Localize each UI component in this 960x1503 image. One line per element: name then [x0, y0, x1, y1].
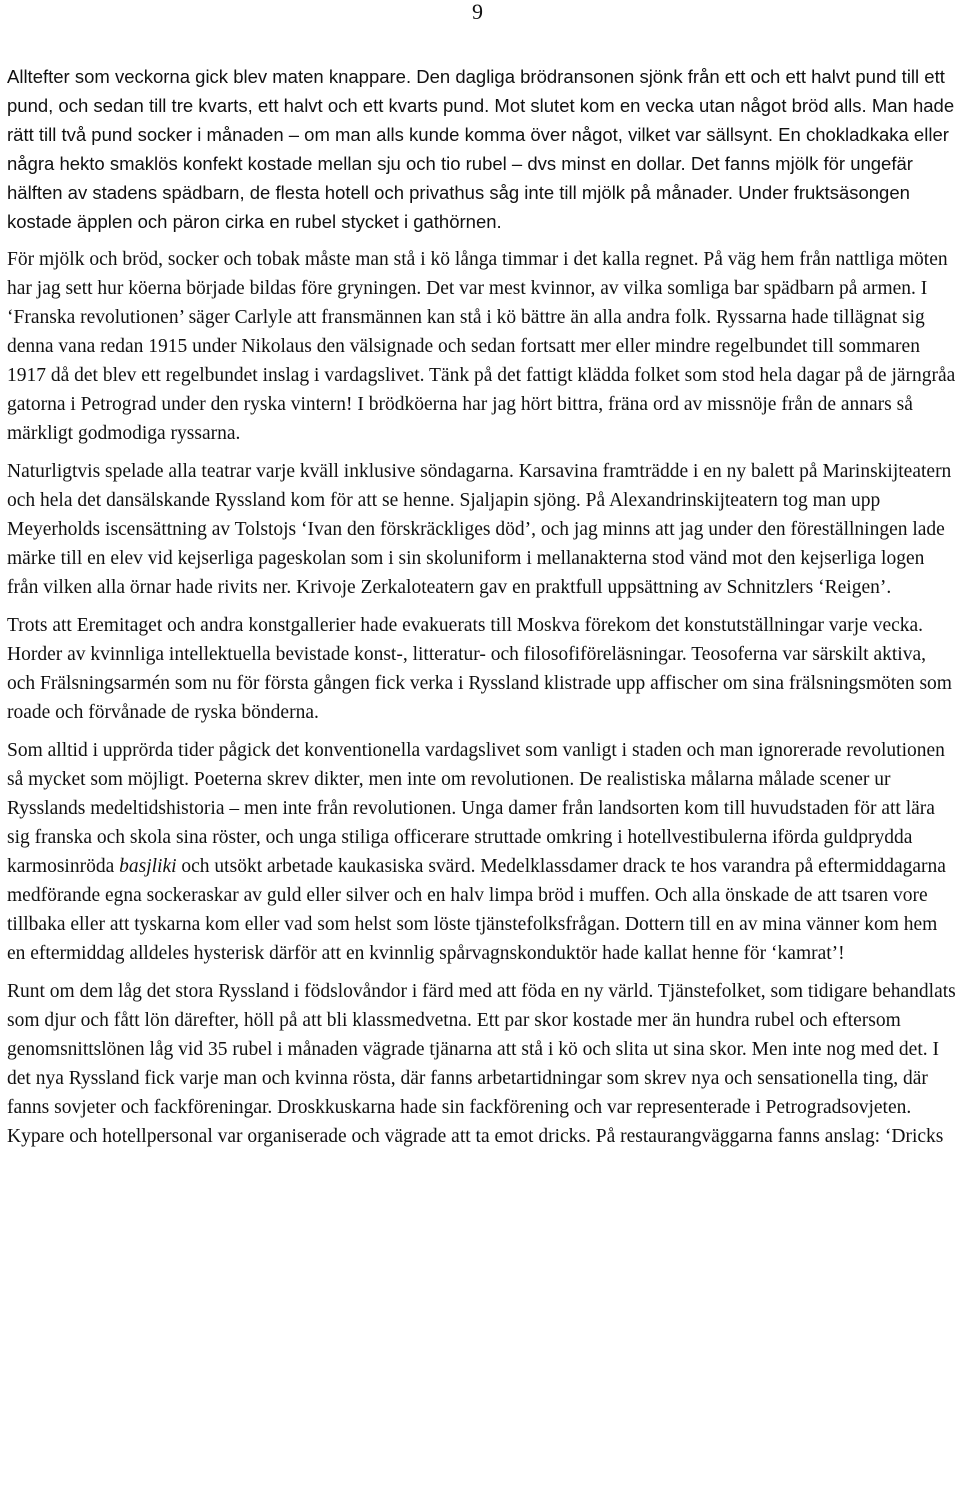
paragraph-theatres: [7, 457, 957, 602]
paragraph-text: För mjölk och bröd, socker och tobak måste man stå i kö långa timmar i det kalla regnet. På väg hem från nattliga möten har jag sett hur köerna började bildas före gryningen. Det var mest kvinnor, av vilka somliga bar spädbarn på armen. I ‘Franska revolutionen’ säger Carlyle att fransmännen kan stå i kö bättre än alla andra folk. Ryssarna hade tillägnat sig denna vana redan 1915 under Nikolaus den välsignade och sedan fortsatt mer eller mindre regelbundet till sommaren 1917 då det blev ett regelbundet inslag i vardagslivet. Tänk på det fattigt klädda folket som stod hela dagar på de järngråa gatorna i Petrograd under den ryska vintern! I brödköerna har jag hört bittra, fräna ord av missnöje från de annars så märkligt godmodiga ryssarna.: [7, 249, 956, 444]
paragraph-text: och utsökt arbetade kaukasiska svärd. Medelklassdamer drack te hos varandra på eftermiddagarna medförande egna sockeraskar av guld eller silver och en halv limpa bröd i muffen. Och alla önskade de att tsaren vore tillbaka eller att tyskarna kom eller vad som helst som löste tjänstefolksfrågan. Dottern till en av mina vänner kom hem en eftermiddag alldeles hysterisk därför att en kvinnlig spårvagnskonduktör hade kallat henne för ‘kamrat’!: [7, 856, 946, 964]
paragraph-food-rationing: [7, 62, 957, 236]
paragraph-queues: [7, 245, 957, 448]
page-number: 9: [472, 0, 483, 24]
italic-term: basjliki: [119, 856, 177, 877]
paragraph-art-exhibitions: [7, 611, 957, 727]
paragraph-text: Som alltid i upprörda tider pågick det konventionella vardagslivet som vanligt i staden och man ignorerade revolutionen så mycket som möjligt. Poeterna skrev dikter, men inte om revolutionen. De realistiska målarna målade scener ur Rysslands medeltidshistoria – men inte från revolutionen. Unga damer från landsorten kom till huvudstaden för att lära sig franska och skola sina röster, och unga stiliga officerare struttade omkring i hotellvestibulerna iförda guldprydda karmosinröda: [7, 740, 945, 877]
paragraph-everyday-life: [7, 736, 957, 968]
paragraph-new-russia: [7, 977, 957, 1151]
document-body: [7, 62, 957, 1160]
paragraph-text: Alltefter som veckorna gick blev maten knappare. Den dagliga brödransonen sjönk från ett och ett halvt pund till ett pund, och sedan till tre kvarts, ett halvt och ett kvarts pund. Mot slutet kom en vecka utan något bröd alls. Man hade rätt till två pund socker i månaden – om man alls kunde komma över något, vilket var sällsynt. En chokladkaka eller några hekto smaklös konfekt kostade mellan sju och tio rubel – dvs minst en dollar. Det fanns mjölk för ungefär hälften av stadens spädbarn, de flesta hotell och privathus såg inte till mjölk på månader. Under fruktsäsongen kostade äpplen och päron cirka en rubel stycket i gathörnen.: [7, 66, 955, 232]
paragraph-text: Runt om dem låg det stora Ryssland i födslovåndor i färd med att föda en ny värld. Tjänstefolket, som tidigare behandlats som djur och fått lön därefter, höll på att bli klassmedvetna. Ett par skor kostade mer än hundra rubel och eftersom genomsnittslönen låg vid 35 rubel i månaden vägrade tjänarna att stå i kö och slita ut sina skor. Men inte nog med det. I det nya Ryssland fick varje man och kvinna rösta, där fanns arbetartidningar som skrev nya och sensationella ting, där fanns sovjeter och fackföreningar. Droskkuskarna hade sin fackförening och var representerade i Petrogradsovjeten. Kypare och hotellpersonal var organiserade och vägrade att ta emot dricks. På restaurangväggarna fanns anslag: ‘Dricks: [7, 981, 956, 1147]
paragraph-text: Trots att Eremitaget och andra konstgallerier hade evakuerats till Moskva förekom det konstutställningar varje vecka. Horder av kvinnliga intellektuella bevistade konst-, litteratur- och filosofiföreläsningar. Teosoferna var särskilt aktiva, och Frälsningsarmén som nu för första gången fick verka i Ryssland klistrade upp affischer om sina frälsningsmöten som roade och förvånade de ryska bönderna.: [7, 615, 952, 723]
paragraph-text: Naturligtvis spelade alla teatrar varje kväll inklusive söndagarna. Karsavina framträdde i en ny balett på Marinskijteatern och hela det dansälskande Ryssland kom för att se henne. Sjaljapin sjöng. På Alexandrinskijteatern tog man upp Meyerholds iscensättning av Tolstojs ‘Ivan den förskräckliges död’, och jag minns att jag under den föreställningen lade märke till en elev vid kejserliga pageskolan som i sin skoluniform i mellanakterna stod vänd mot den kejserliga logen från vilken alla örnar hade rivits ner. Krivoje Zerkaloteatern gav en praktfull uppsättning av Schnitzlers ‘Reigen’.: [7, 461, 952, 598]
